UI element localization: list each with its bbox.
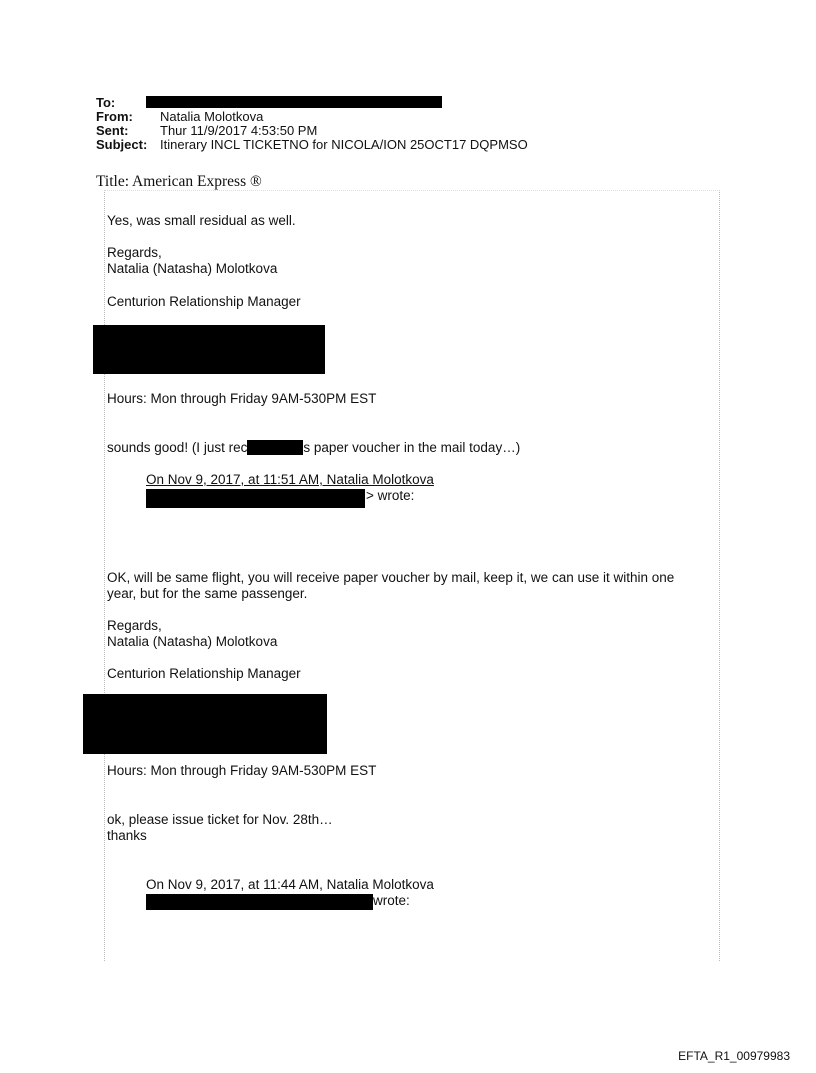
regards-2: Regards, xyxy=(107,618,162,633)
quote-wrote-2: wrote: xyxy=(373,893,410,908)
ok-line-2: year, but for the same passenger. xyxy=(107,586,308,601)
sent-value: Thur 11/9/2017 4:53:50 PM xyxy=(160,123,318,138)
reply-line: Yes, was small residual as well. xyxy=(107,213,296,228)
hours-2: Hours: Mon through Friday 9AM-530PM EST xyxy=(107,763,377,778)
signature-role-1: Centurion Relationship Manager xyxy=(107,294,301,309)
sounds-good-line xyxy=(107,440,520,456)
quote-header-1: On Nov 9, 2017, at 11:51 AM, Natalia Molotkova xyxy=(146,472,434,487)
signature-role-2: Centurion Relationship Manager xyxy=(107,666,301,681)
sent-row xyxy=(96,124,528,138)
ok-line-1: OK, will be same flight, you will receive paper voucher by mail, keep it, we can use it within one xyxy=(107,570,675,585)
sounds-good-part-a: sounds good! (I just rec xyxy=(107,440,248,455)
to-label: To: xyxy=(96,95,116,110)
signature-redaction-2 xyxy=(83,694,327,754)
from-row xyxy=(96,110,528,124)
quote-header-2: On Nov 9, 2017, at 11:44 AM, Natalia Molotkova xyxy=(146,877,434,892)
signature-name-1: Natalia (Natasha) Molotkova xyxy=(107,261,278,276)
signature-name-2: Natalia (Natasha) Molotkova xyxy=(107,634,278,649)
sounds-good-redaction xyxy=(247,440,303,455)
sent-label: Sent: xyxy=(96,123,129,138)
quote-email-redaction-2 xyxy=(146,894,373,910)
subject-value: Itinerary INCL TICKETNO for NICOLA/ION 25OCT17 DQPMSO xyxy=(160,137,528,152)
subject-row xyxy=(96,138,528,152)
thanks-line: thanks xyxy=(107,828,147,843)
document-title: Title: American Express ® xyxy=(96,173,262,190)
bates-number: EFTA_R1_00979983 xyxy=(678,1049,790,1063)
regards-1: Regards, xyxy=(107,245,162,260)
quote-email-redaction-1 xyxy=(146,489,365,508)
from-value: Natalia Molotkova xyxy=(160,109,264,124)
sounds-good-part-b: s paper voucher in the mail today…) xyxy=(303,440,521,455)
issue-ticket-line: ok, please issue ticket for Nov. 28th… xyxy=(107,812,333,827)
subject-label: Subject: xyxy=(96,137,148,152)
quote-wrote-1: > wrote: xyxy=(366,488,415,503)
hours-1: Hours: Mon through Friday 9AM-530PM EST xyxy=(107,391,377,406)
from-label: From: xyxy=(96,109,133,124)
signature-redaction-1 xyxy=(93,325,325,374)
to-redaction xyxy=(146,96,442,108)
